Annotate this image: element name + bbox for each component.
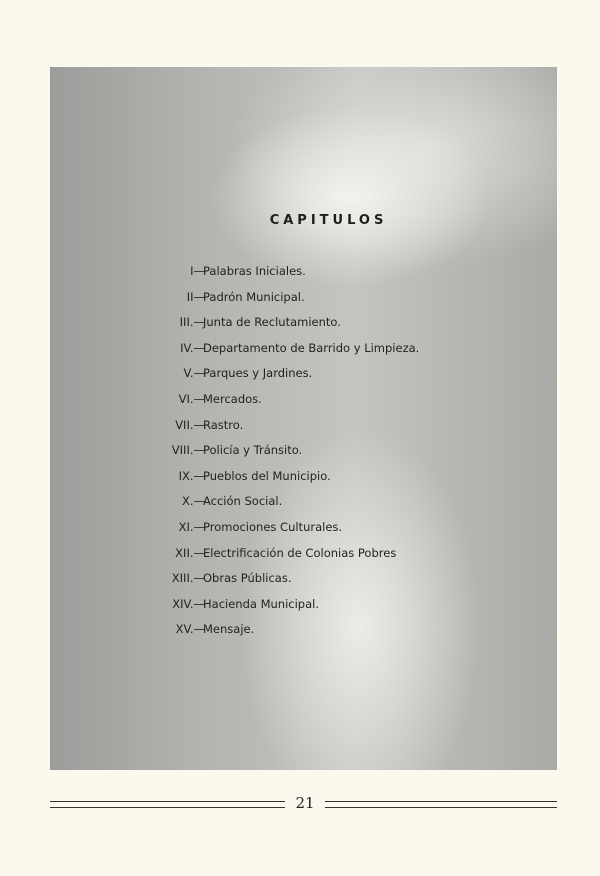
footer-rule-right — [325, 801, 557, 808]
chapter-title: Promociones Culturales. — [203, 520, 343, 534]
chapter-entry — [50, 341, 557, 361]
chapter-entry — [50, 494, 557, 514]
chapter-title: Mercados. — [203, 392, 262, 406]
chapter-number: XIII.— — [171, 571, 205, 586]
chapter-entry — [50, 264, 557, 284]
chapter-title: Policía y Tránsito. — [203, 443, 303, 458]
chapter-entry — [50, 546, 557, 566]
chapter-entry — [50, 290, 557, 310]
chapter-number: IV.— — [180, 340, 205, 355]
chapter-title: Rastro. — [203, 417, 244, 432]
chapter-entry — [50, 622, 557, 642]
chapter-number: VII.— — [175, 417, 205, 432]
chapter-entry — [50, 366, 557, 386]
chapter-number: XV.— — [175, 622, 205, 637]
chapter-title: Mensaje. — [203, 622, 255, 637]
page-title: CAPITULOS — [269, 213, 388, 228]
chapter-title: Acción Social. — [203, 494, 283, 509]
chapter-title: Palabras Iniciales. — [203, 264, 306, 278]
chapter-entry — [50, 418, 557, 438]
chapter-number: VI.— — [178, 392, 205, 406]
chapter-number: I— — [190, 264, 205, 278]
chapter-entry — [50, 520, 557, 540]
chapter-number: IX.— — [178, 468, 205, 483]
page-number: 21 — [295, 794, 315, 812]
chapter-title: Padrón Municipal. — [203, 289, 305, 304]
chapter-title: Electrificación de Colonias Pobres — [203, 545, 397, 560]
chapter-number: II— — [186, 289, 205, 304]
chapter-title: Pueblos del Municipio. — [203, 468, 331, 483]
chapter-entry — [50, 469, 557, 489]
scanned-plate — [50, 67, 557, 770]
chapter-title: Hacienda Municipal. — [203, 596, 319, 611]
chapter-entry — [50, 571, 557, 591]
footer-rule-left — [50, 801, 285, 808]
chapter-entry — [50, 443, 557, 463]
chapter-number: X.— — [181, 494, 205, 509]
chapter-entry — [50, 315, 557, 335]
chapter-number: V.— — [183, 366, 205, 381]
chapter-number: VIII.— — [171, 443, 205, 458]
chapter-number: XI.— — [178, 520, 205, 534]
chapter-number: III.— — [179, 315, 205, 330]
chapter-title: Parques y Jardines. — [203, 366, 313, 381]
chapter-title: Junta de Reclutamiento. — [203, 315, 341, 330]
chapter-title: Obras Públicas. — [203, 571, 292, 586]
chapter-number: XII.— — [175, 545, 205, 560]
chapter-title: Departamento de Barrido y Limpieza. — [203, 340, 420, 355]
chapter-number: XIV.— — [172, 596, 205, 611]
chapter-entry — [50, 392, 557, 412]
chapter-entry — [50, 597, 557, 617]
